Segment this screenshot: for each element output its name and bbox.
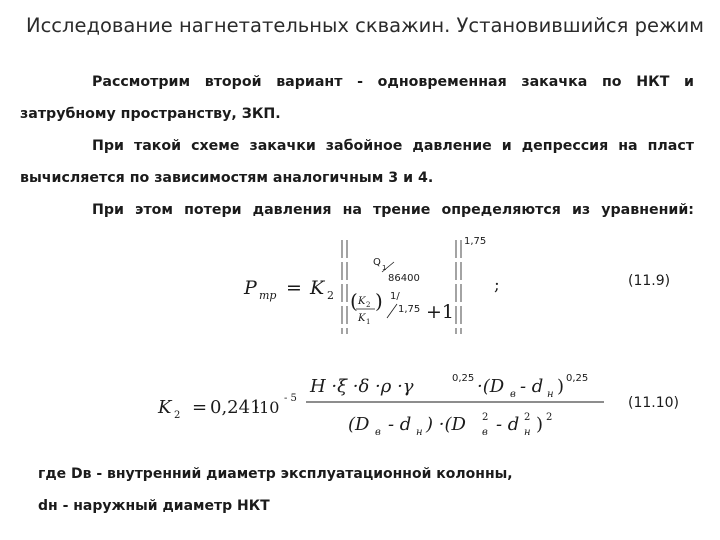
den-outer-exp: 2 <box>546 412 553 423</box>
svg-text:н: н <box>524 427 531 438</box>
slide-title: Исследование нагнетательных скважин. Установившийся режим <box>26 14 704 37</box>
svg-text:- d: - d <box>520 376 544 397</box>
inner-exp-value: 1,75 <box>398 304 421 315</box>
footer-dn-definition: dн - наружный диаметр НКТ <box>38 498 270 514</box>
equals-sign-2: = <box>192 397 208 418</box>
k-subscript: 2 <box>327 289 334 302</box>
p-symbol: P <box>244 277 257 299</box>
p-subscript: тр <box>259 289 277 302</box>
svg-text:в: в <box>482 427 488 438</box>
paragraph-friction: При этом потери давления на трение определяются из уравнений: <box>92 202 694 218</box>
svg-text:2: 2 <box>524 412 531 423</box>
equation-number-11-10: (11.10) <box>628 395 680 411</box>
numerator: H ·ξ ·δ ·ρ ·γ <box>310 376 414 397</box>
inner-exp: 1/ <box>390 291 400 302</box>
svg-text:2: 2 <box>366 301 371 309</box>
svg-text:2: 2 <box>174 410 181 421</box>
svg-text:н: н <box>416 427 423 438</box>
paragraph-variant: Рассмотрим второй вариант - одновременная закачка по НКТ и затрубному пространству, ЗКП. <box>20 74 694 122</box>
numerator-paren: ·(D <box>477 376 505 397</box>
body-text <box>20 66 694 226</box>
svg-text:): ) <box>536 414 544 435</box>
semicolon: ; <box>494 275 500 295</box>
svg-text:2: 2 <box>482 412 489 423</box>
denominator: (D <box>348 414 370 435</box>
q-symbol: Q <box>373 257 381 268</box>
ratio-bottom: K <box>358 313 366 324</box>
ten-exponent: - 5 <box>284 393 297 404</box>
svg-text:н: н <box>547 389 554 400</box>
divisor-86400: 86400 <box>388 273 420 284</box>
equals-sign: = <box>286 277 302 299</box>
plus-one: +1 <box>426 301 455 323</box>
ratio-top: K <box>358 296 366 307</box>
open-paren: ( <box>350 289 358 313</box>
paragraph-scheme: При такой схеме закачки забойное давление и депрессия на пласт вычисляется по зависимостям аналогичным 3 и 4. <box>20 138 694 186</box>
constant-0241: 0,241 <box>210 397 262 418</box>
k-symbol: K <box>310 277 325 299</box>
close-paren: ) <box>375 289 383 313</box>
q-subscript: 1 <box>382 264 387 272</box>
k2-symbol: K <box>158 397 172 418</box>
formula-11-10 <box>152 360 612 450</box>
svg-text:- d: - d <box>496 414 520 435</box>
svg-text:в: в <box>375 427 381 438</box>
formula-11-9 <box>230 228 530 348</box>
outer-exp: 1,75 <box>464 236 487 247</box>
gamma-exponent: 0,25 <box>452 373 475 384</box>
times-ten: ·10 <box>254 398 280 417</box>
svg-text:1: 1 <box>366 318 371 326</box>
equation-number-11-9: (11.9) <box>628 273 671 289</box>
svg-text:) ·(D: ) ·(D <box>426 414 466 435</box>
svg-text:): ) <box>557 376 565 397</box>
footer-dv-definition: где Dв - внутренний диаметр эксплуатационной колонны, <box>38 466 513 482</box>
svg-text:- d: - d <box>388 414 412 435</box>
paren-exponent: 0,25 <box>566 373 589 384</box>
svg-text:в: в <box>510 389 516 400</box>
